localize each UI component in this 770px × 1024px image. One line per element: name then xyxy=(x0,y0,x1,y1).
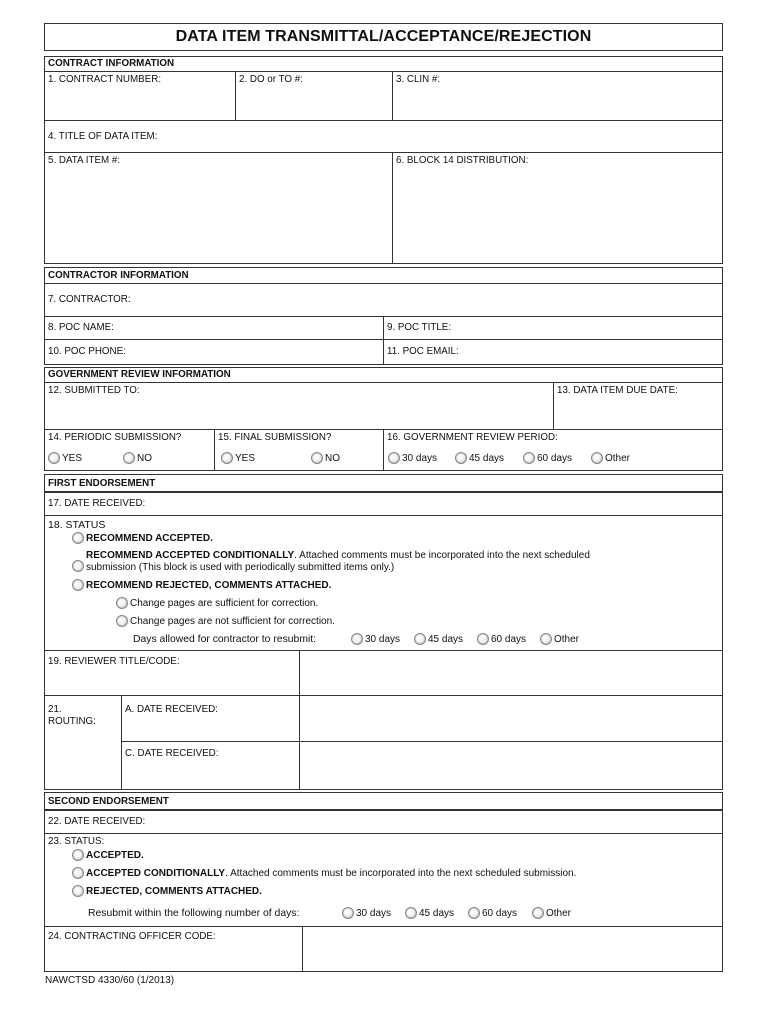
review-period-block xyxy=(383,429,723,471)
pages-not-sufficient-option[interactable]: Change pages are not sufficient for correction. xyxy=(116,615,335,627)
form-number-footer: NAWCTSD 4330/60 (1/2013) xyxy=(45,975,175,986)
second-other-option[interactable]: Other xyxy=(532,907,571,919)
radio-icon[interactable] xyxy=(72,867,84,879)
days-allowed-label: Days allowed for contractor to resubmit: xyxy=(133,634,317,645)
contract-info-heading: CONTRACT INFORMATION xyxy=(44,56,723,72)
reviewer-title-code-field[interactable]: 19. REVIEWER TITLE/CODE: xyxy=(44,650,300,696)
radio-icon[interactable] xyxy=(116,615,128,627)
final-no-option[interactable]: NO xyxy=(311,452,340,464)
radio-icon[interactable] xyxy=(123,452,135,464)
submitted-to-field[interactable]: 12. SUBMITTED TO: xyxy=(44,382,554,430)
second-30-days-option[interactable]: 30 days xyxy=(342,907,391,919)
radio-icon[interactable] xyxy=(414,633,426,645)
final-submission-block xyxy=(214,429,384,471)
reviewer-title-code-input[interactable] xyxy=(299,650,723,696)
final-yes-option[interactable]: YES xyxy=(221,452,255,464)
poc-name-field[interactable]: 8. POC NAME: xyxy=(44,316,384,340)
contract-number-field[interactable]: 1. CONTRACT NUMBER: xyxy=(44,71,236,121)
radio-icon[interactable] xyxy=(72,560,84,572)
radio-icon[interactable] xyxy=(351,633,363,645)
review-60-days-option[interactable]: 60 days xyxy=(523,452,572,464)
accepted-cond-bold-text: ACCEPTED CONDITIONALLY xyxy=(86,867,226,879)
data-item-number-field[interactable]: 5. DATA ITEM #: xyxy=(44,152,393,264)
radio-icon[interactable] xyxy=(455,452,467,464)
block14-distribution-field[interactable]: 6. BLOCK 14 DISTRIBUTION: xyxy=(392,152,723,264)
do-to-field[interactable]: 2. DO or TO #: xyxy=(235,71,393,121)
second-45-days-option[interactable]: 45 days xyxy=(405,907,454,919)
second-date-received-field[interactable]: 22. DATE RECEIVED: xyxy=(44,810,723,834)
review-other-option[interactable]: Other xyxy=(591,452,630,464)
recommend-rejected-option[interactable]: RECOMMEND REJECTED, COMMENTS ATTACHED. xyxy=(72,579,331,591)
poc-phone-field[interactable]: 10. POC PHONE: xyxy=(44,339,384,365)
gov-review-heading: GOVERNMENT REVIEW INFORMATION xyxy=(44,367,723,383)
radio-icon[interactable] xyxy=(72,579,84,591)
review-45-days-option[interactable]: 45 days xyxy=(455,452,504,464)
resubmit-45-days-option[interactable]: 45 days xyxy=(414,633,463,645)
final-submission-label: 15. FINAL SUBMISSION? xyxy=(218,432,332,443)
accepted-cond-rest-text: . Attached comments must be incorporated into the next scheduled submission. xyxy=(225,867,577,879)
routing-a-input[interactable] xyxy=(299,695,723,742)
resubmit-within-label: Resubmit within the following number of days: xyxy=(88,908,300,919)
radio-icon[interactable] xyxy=(311,452,323,464)
radio-icon[interactable] xyxy=(540,633,552,645)
routing-c-date-field[interactable]: C. DATE RECEIVED: xyxy=(121,741,300,790)
periodic-submission-block xyxy=(44,429,215,471)
radio-icon[interactable] xyxy=(523,452,535,464)
periodic-yes-option[interactable]: YES xyxy=(48,452,82,464)
second-status-label: 23. STATUS: xyxy=(48,836,105,847)
contracting-officer-code-field[interactable]: 24. CONTRACTING OFFICER CODE: xyxy=(44,926,303,972)
contractor-field[interactable]: 7. CONTRACTOR: xyxy=(44,283,723,317)
radio-icon[interactable] xyxy=(342,907,354,919)
routing-a-date-field[interactable]: A. DATE RECEIVED: xyxy=(121,695,300,742)
periodic-submission-label: 14. PERIODIC SUBMISSION? xyxy=(48,432,182,443)
radio-icon[interactable] xyxy=(72,885,84,897)
radio-icon[interactable] xyxy=(477,633,489,645)
title-data-item-field[interactable]: 4. TITLE OF DATA ITEM: xyxy=(44,120,723,153)
radio-icon[interactable] xyxy=(72,532,84,544)
conditional-bold-text: RECOMMEND ACCEPTED CONDITIONALLY xyxy=(86,550,295,561)
recommend-accepted-option[interactable]: RECOMMEND ACCEPTED. xyxy=(72,532,213,544)
routing-c-input[interactable] xyxy=(299,741,723,790)
review-period-label: 16. GOVERNMENT REVIEW PERIOD: xyxy=(387,432,558,443)
resubmit-60-days-option[interactable]: 60 days xyxy=(477,633,526,645)
radio-icon[interactable] xyxy=(591,452,603,464)
poc-email-field[interactable]: 11. POC EMAIL: xyxy=(383,339,723,365)
radio-icon[interactable] xyxy=(116,597,128,609)
clin-field[interactable]: 3. CLIN #: xyxy=(392,71,723,121)
pages-sufficient-option[interactable]: Change pages are sufficient for correction. xyxy=(116,597,318,609)
second-60-days-option[interactable]: 60 days xyxy=(468,907,517,919)
accepted-option[interactable]: ACCEPTED. xyxy=(72,849,144,861)
due-date-field[interactable]: 13. DATA ITEM DUE DATE: xyxy=(553,382,723,430)
first-status-label: 18. STATUS xyxy=(48,519,106,531)
accepted-conditionally-option[interactable] xyxy=(72,867,576,879)
form-title: DATA ITEM TRANSMITTAL/ACCEPTANCE/REJECTION xyxy=(44,23,723,51)
review-30-days-option[interactable]: 30 days xyxy=(388,452,437,464)
conditional-rest-text: . Attached comments must be incorporated into the next scheduled xyxy=(294,550,590,561)
poc-title-field[interactable]: 9. POC TITLE: xyxy=(383,316,723,340)
periodic-no-option[interactable]: NO xyxy=(123,452,152,464)
conditional-line2-text: submission (This block is used with periodically submitted items only.) xyxy=(86,562,395,573)
radio-icon[interactable] xyxy=(532,907,544,919)
first-date-received-field[interactable]: 17. DATE RECEIVED: xyxy=(44,492,723,516)
radio-icon[interactable] xyxy=(72,849,84,861)
resubmit-other-option[interactable]: Other xyxy=(540,633,579,645)
routing-label: 21. ROUTING: xyxy=(44,695,122,790)
contractor-info-heading: CONTRACTOR INFORMATION xyxy=(44,267,723,284)
first-endorsement-heading: FIRST ENDORSEMENT xyxy=(44,474,723,492)
radio-icon[interactable] xyxy=(405,907,417,919)
second-endorsement-heading: SECOND ENDORSEMENT xyxy=(44,792,723,810)
radio-icon[interactable] xyxy=(48,452,60,464)
radio-icon[interactable] xyxy=(388,452,400,464)
recommend-accepted-conditionally-option[interactable] xyxy=(72,550,590,574)
radio-icon[interactable] xyxy=(468,907,480,919)
rejected-option[interactable]: REJECTED, COMMENTS ATTACHED. xyxy=(72,885,262,897)
resubmit-30-days-option[interactable]: 30 days xyxy=(351,633,400,645)
contracting-officer-code-input[interactable] xyxy=(302,926,723,972)
radio-icon[interactable] xyxy=(221,452,233,464)
